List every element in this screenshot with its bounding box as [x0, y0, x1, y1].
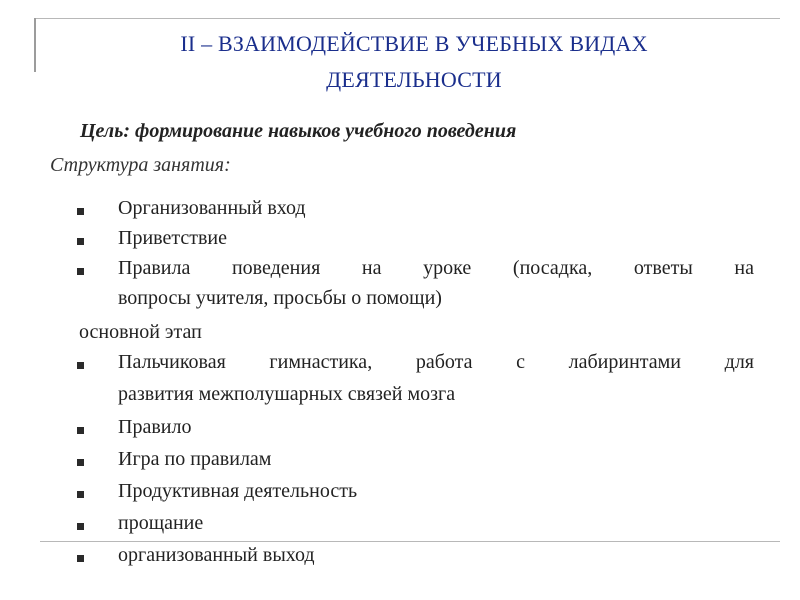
- slide-title-line-1: II – ВЗАИМОДЕЙСТВИЕ В УЧЕБНЫХ ВИДАХ: [180, 31, 648, 56]
- goal-statement: Цель: формирование навыков учебного поведения: [80, 120, 517, 142]
- frame-top-line: [34, 18, 780, 19]
- list-item-continuation: развития межполушарных связей мозга: [118, 383, 456, 405]
- bullet-icon: [77, 362, 84, 369]
- list-item: Правила поведения на уроке (посадка, ответы на: [118, 257, 754, 279]
- slide-title-line-2: ДЕЯТЕЛЬНОСТИ: [326, 67, 502, 92]
- list-item: Организованный вход: [118, 197, 306, 219]
- bullet-icon: [77, 459, 84, 466]
- list-item: Пальчиковая гимнастика, работа с лабиринтами для: [118, 351, 754, 373]
- list-item-continuation: вопросы учителя, просьбы о помощи): [118, 287, 442, 309]
- bullet-icon: [77, 491, 84, 498]
- bullet-icon: [77, 523, 84, 530]
- list-item: Приветствие: [118, 227, 227, 249]
- structure-label: Структура занятия:: [50, 154, 231, 176]
- list-item: прощание: [118, 512, 204, 534]
- main-stage-label: основной этап: [79, 321, 202, 343]
- list-item: Игра по правилам: [118, 448, 272, 470]
- frame-left-line: [34, 18, 36, 72]
- list-item: Продуктивная деятельность: [118, 480, 358, 502]
- bullet-icon: [77, 555, 84, 562]
- bullet-icon: [77, 427, 84, 434]
- list-item: Правило: [118, 416, 192, 438]
- bullet-icon: [77, 268, 84, 275]
- list-item: организованный выход: [118, 544, 315, 566]
- bullet-icon: [77, 208, 84, 215]
- bullet-icon: [77, 238, 84, 245]
